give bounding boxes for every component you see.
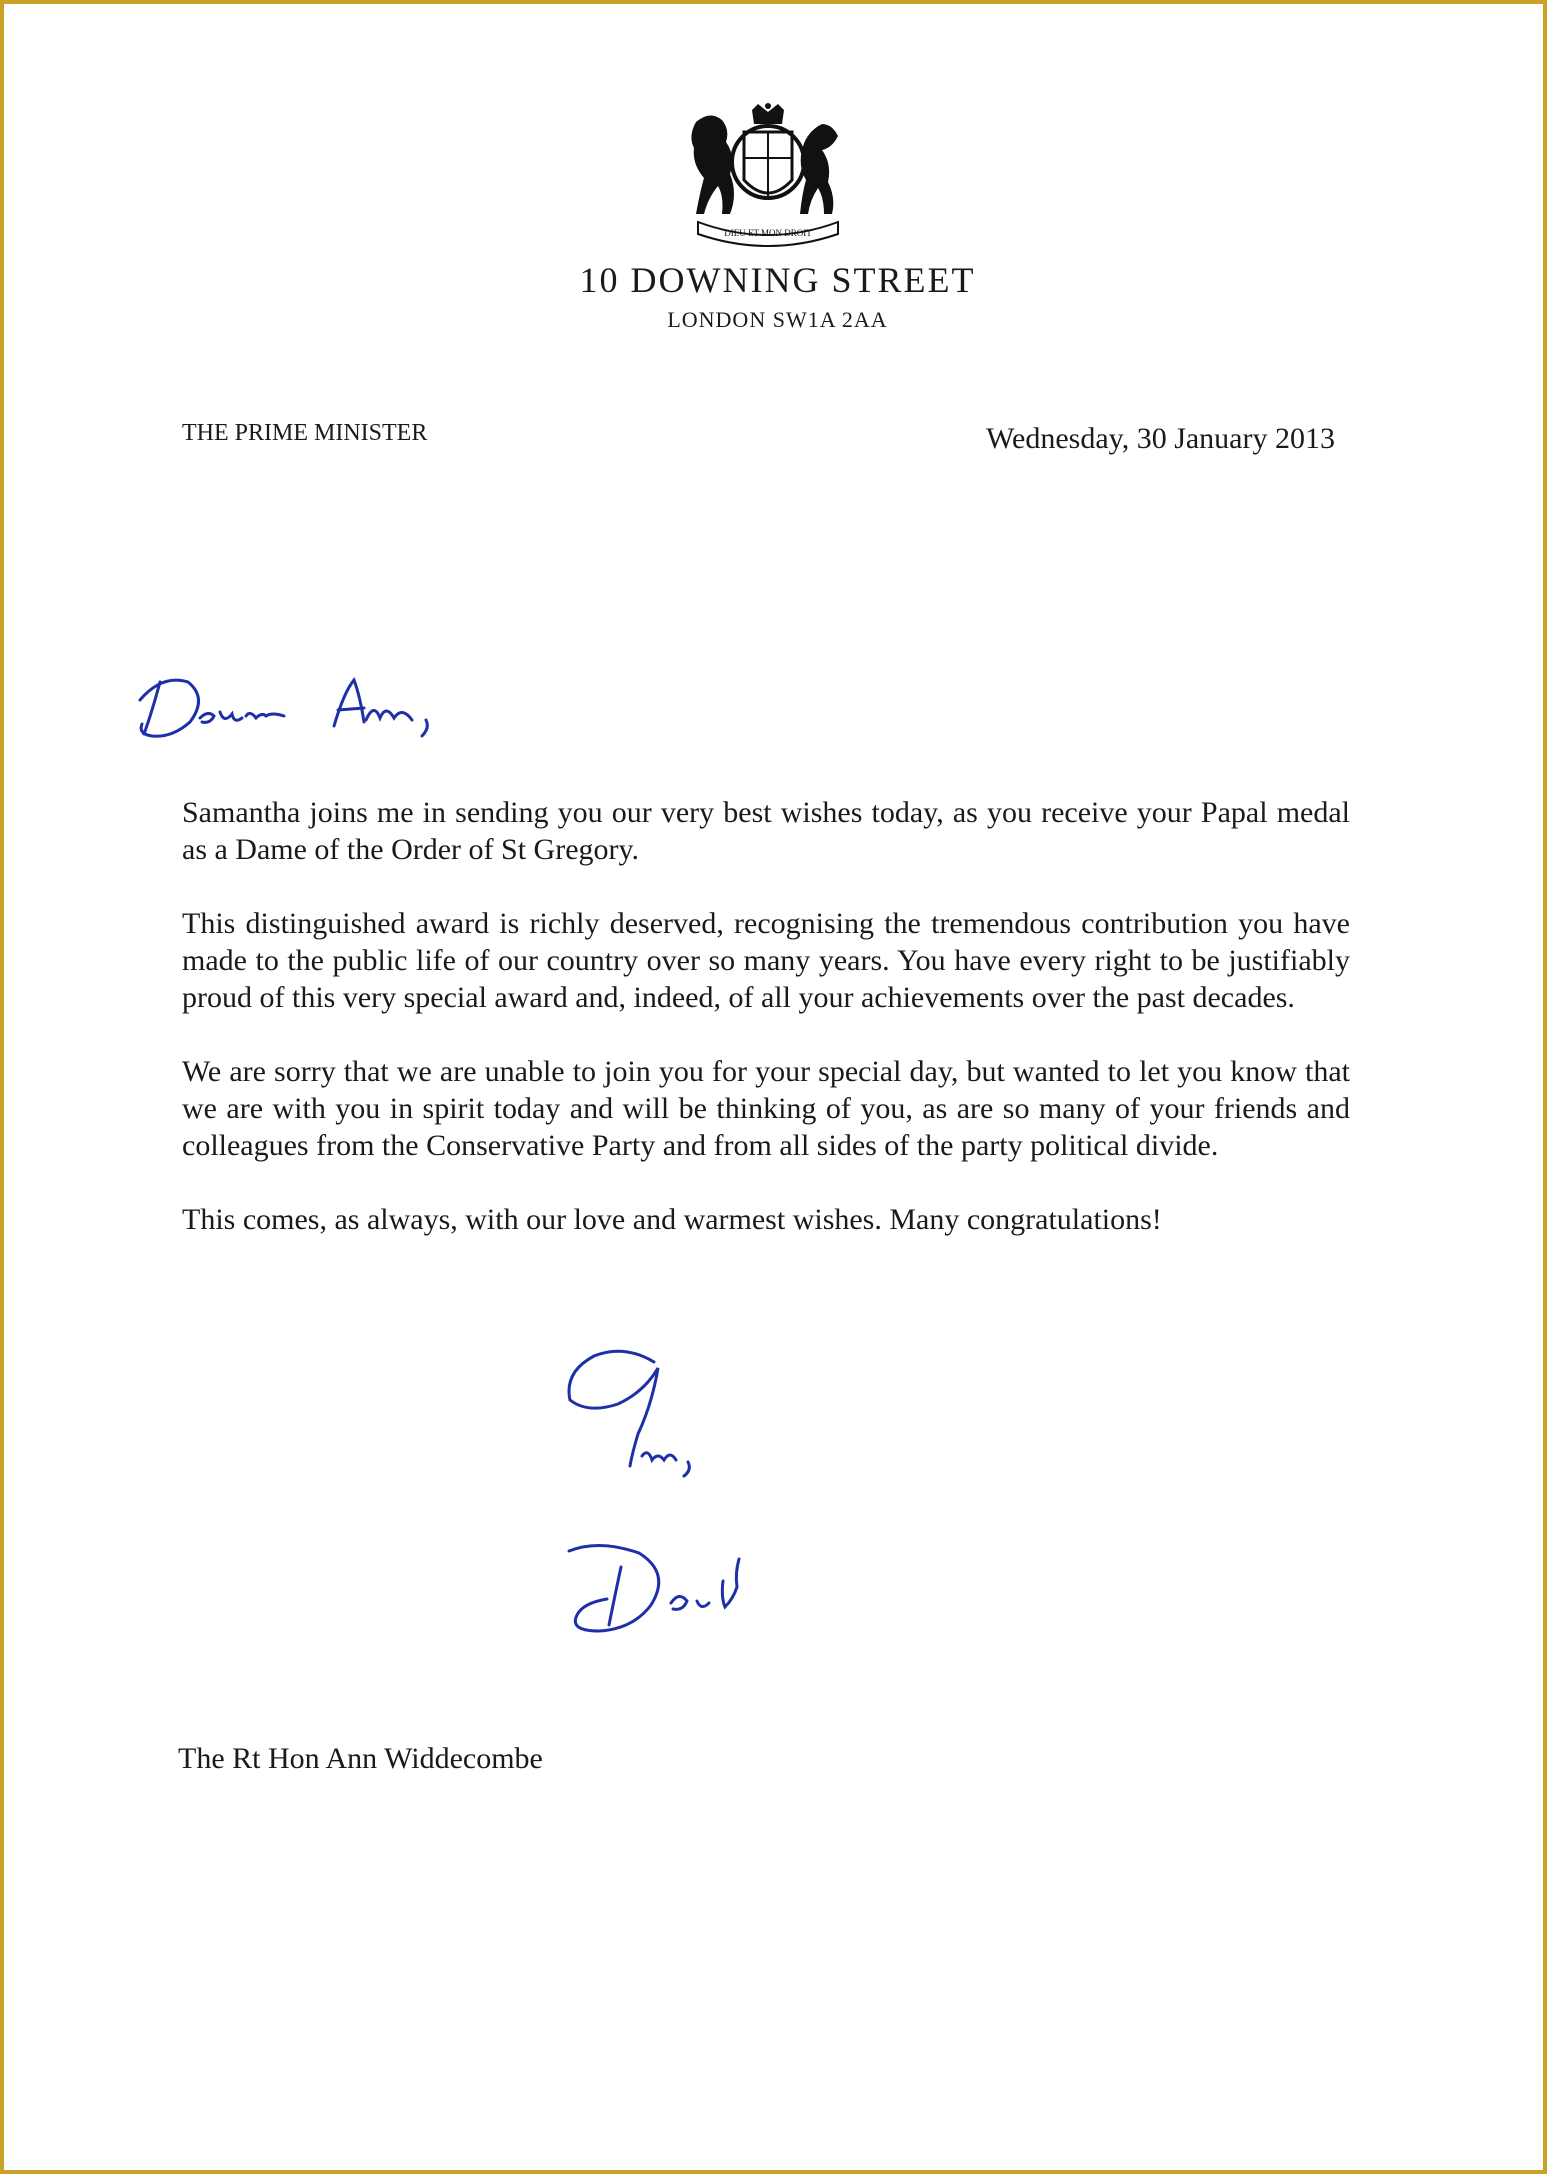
body-paragraph-2: This distinguished award is richly deserved, recognising the tremendous contribution you have made to the public life of our country over so many years. You have every right to be justifiably proud of this very special award and, indeed, of all your achievements over the past decades. bbox=[182, 907, 1350, 1014]
letter-date: Wednesday, 30 January 2013 bbox=[986, 422, 1335, 455]
recipient-name: The Rt Hon Ann Widdecombe bbox=[178, 1742, 543, 1775]
body-paragraph-4: This comes, as always, with our love and warmest wishes. Many congratulations! bbox=[182, 1203, 1162, 1236]
royal-coat-of-arms-icon bbox=[682, 102, 854, 250]
letterhead-address-line2: LONDON SW1A 2AA bbox=[667, 307, 888, 332]
letter-body bbox=[182, 794, 1350, 1275]
body-paragraph-3: We are sorry that we are unable to join you for your special day, but wanted to let you know that we are with you in spirit today and will be thinking of you, as are so many of your friends and colleagues from the Conservative Party and from all sides of the party political divide. bbox=[182, 1055, 1350, 1162]
handwritten-signature bbox=[559, 1539, 809, 1649]
handwritten-signoff bbox=[534, 1344, 734, 1504]
body-paragraph-1: Samantha joins me in sending you our very best wishes today, as you receive your Papal medal as a Dame of the Order of St Gregory. bbox=[182, 796, 1350, 866]
svg-text:DIEU ET MON DROIT: DIEU ET MON DROIT bbox=[724, 228, 812, 238]
sender-title: THE PRIME MINISTER bbox=[182, 420, 428, 446]
handwritten-salutation bbox=[132, 652, 462, 752]
letterhead-address-line1: 10 DOWNING STREET bbox=[579, 260, 976, 300]
